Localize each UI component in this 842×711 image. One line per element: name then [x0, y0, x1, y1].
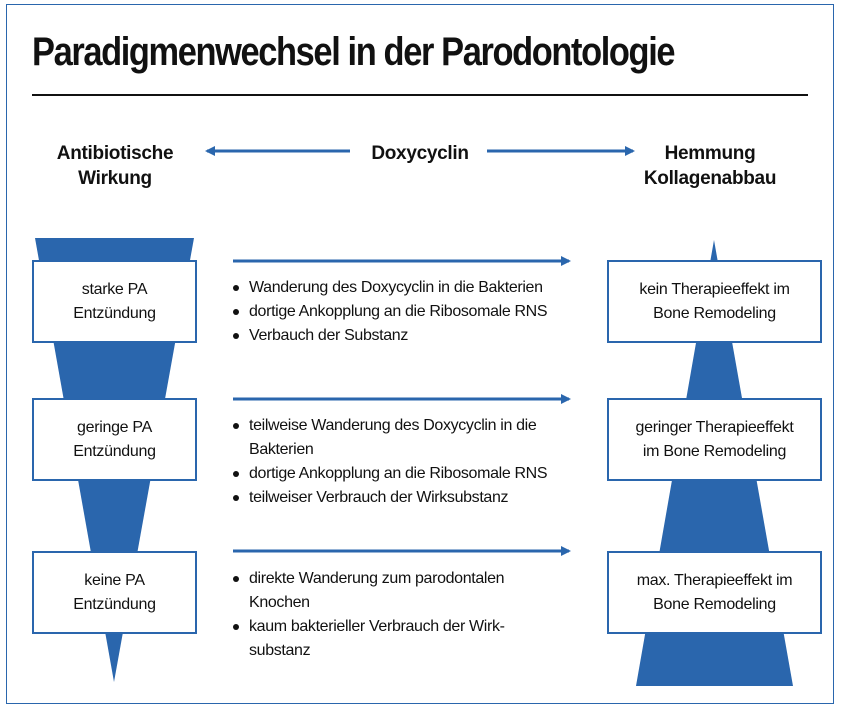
right-box-2-text: geringer Therapieeffekt im Bone Remodeling [635, 418, 794, 460]
right-box-max-effect [607, 551, 822, 634]
header-collagen-inhibition-text: Hemmung Kollagenabbau [643, 143, 777, 189]
left-box-mild-inflammation [32, 398, 197, 481]
right-box-1-text: kein Therapieeffekt im Bone Remodeling [639, 280, 790, 322]
bullet-item: dortige Ankopplung an die Ribosomale RNS [231, 300, 591, 324]
bullet-item: teilweiser Verbrauch der Wirksubstanz [231, 486, 591, 510]
bullet-item: direkte Wanderung zum parodontalen Knochen [231, 567, 569, 615]
bullet-item: kaum bakterieller Verbrauch der Wirk-substanz [231, 615, 549, 663]
right-box-no-effect [607, 260, 822, 343]
bullet-item: Wanderung des Doxycyclin in die Bakterien [231, 276, 591, 300]
row-2-bullets [231, 414, 591, 510]
right-box-3-text: max. Therapieeffekt im Bone Remodeling [636, 571, 793, 613]
page-title: Paradigmenwechsel in der Parodontologie [32, 30, 675, 74]
bullet-item: Verbauch der Substanz [231, 324, 591, 348]
left-box-2-text: geringe PA Entzündung [73, 418, 156, 460]
bullet-item: dortige Ankopplung an die Ribosomale RNS [231, 462, 591, 486]
left-box-no-inflammation [32, 551, 197, 634]
left-box-strong-inflammation [32, 260, 197, 343]
left-box-1-text: starke PA Entzündung [73, 280, 156, 322]
header-antibiotic-effect-text: Antibiotische Wirkung [56, 143, 174, 189]
bullet-item: teilweise Wanderung des Doxycyclin in die Bakterien [231, 414, 591, 462]
row-1-bullets [231, 276, 591, 348]
right-box-low-effect [607, 398, 822, 481]
header-doxycyclin: Doxycyclin [371, 143, 469, 164]
row-3-bullets [231, 567, 591, 663]
left-box-3-text: keine PA Entzündung [73, 571, 156, 613]
